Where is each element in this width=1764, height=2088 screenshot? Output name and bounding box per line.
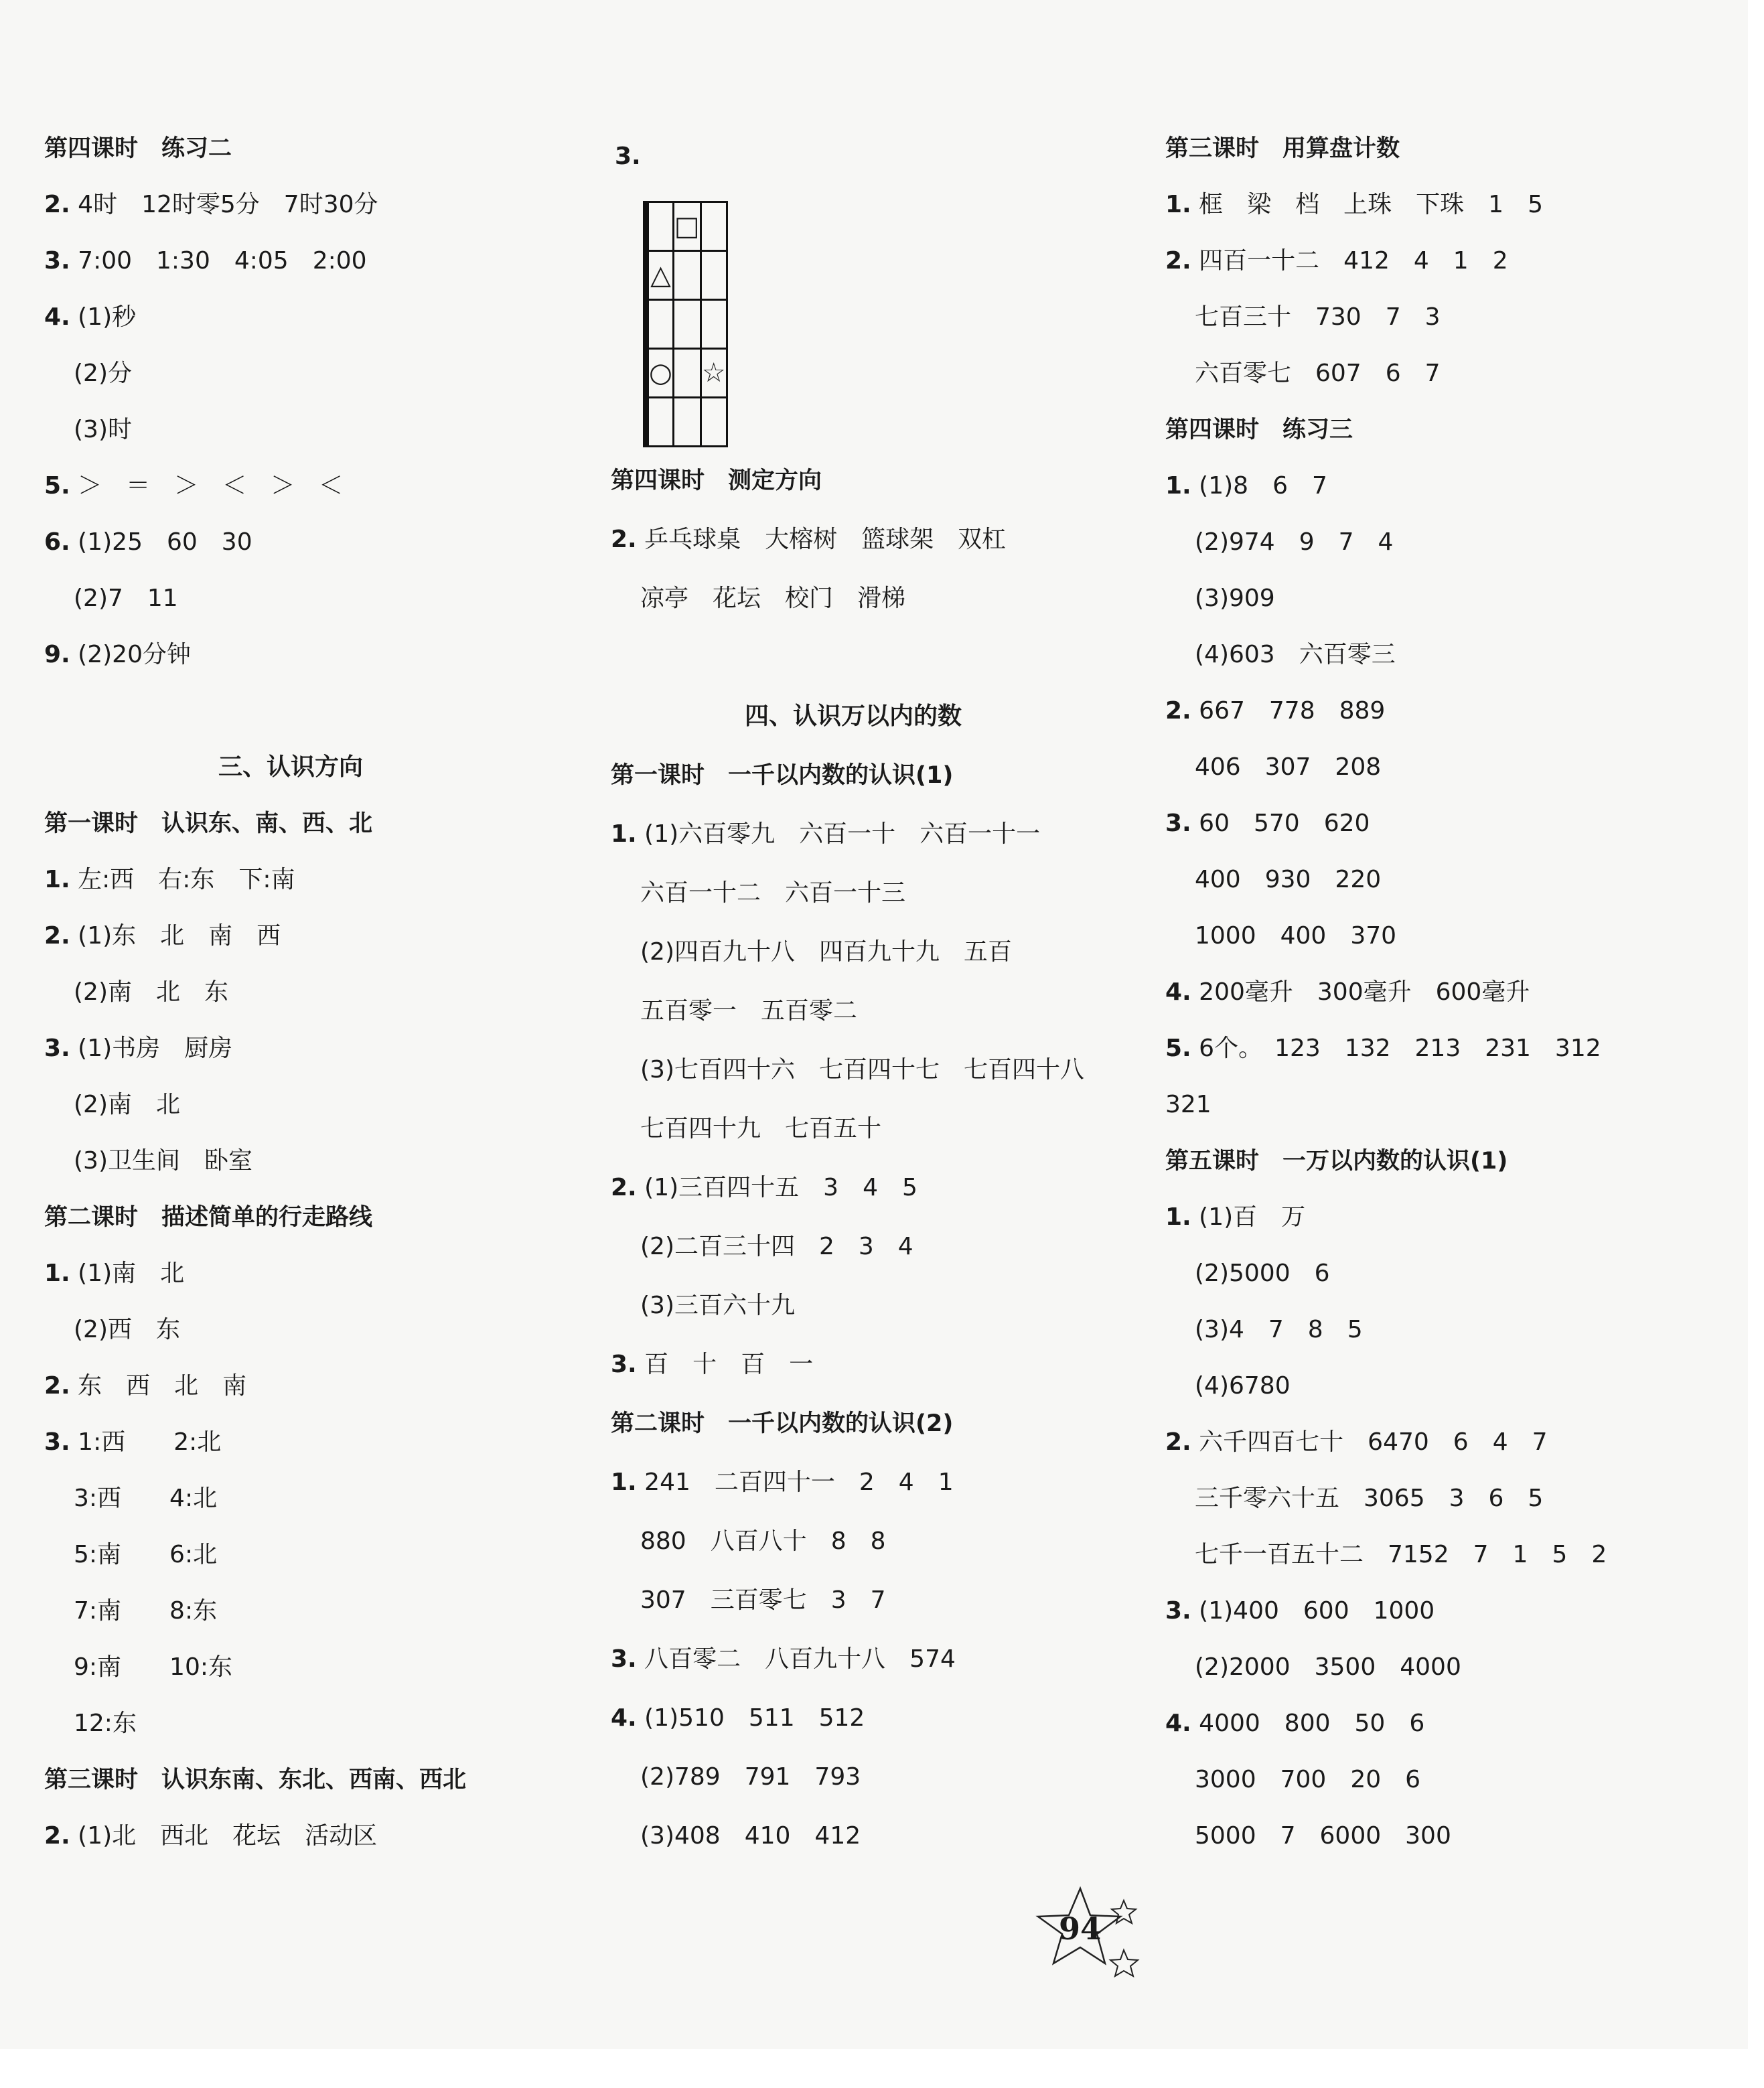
grid-cell: △ [648,251,674,300]
grid-row [644,349,727,398]
question-number: 2. [611,526,637,553]
grid-cell [648,202,674,251]
answer-line [44,865,295,895]
direction-grid [643,201,728,447]
question-number: 1. [1165,191,1191,218]
answer-continuation: 7:南 8:东 [74,1597,218,1625]
answer-text: (1)25 60 30 [70,528,252,556]
answer-line [611,1173,917,1203]
answer-text: 四百一十二 412 4 1 2 [1191,247,1508,275]
section-heading: 第四课时 练习三 [1165,417,1353,443]
answer-text: (1)北 西北 花坛 活动区 [70,1822,378,1850]
grid-cell [648,398,674,447]
answer-text: 八百零二 八百九十八 574 [636,1645,956,1673]
chapter-title: 四、认识万以内的数 [745,702,962,730]
question-number: 5. [44,472,70,500]
answer-text: 左:西 右:东 下:南 [70,866,295,893]
answer-continuation: (4)6780 [1195,1372,1291,1400]
answer-text: (1)秒 [70,303,137,331]
grid-row [644,202,727,251]
answer-text: 东 西 北 南 [70,1372,247,1400]
answer-line [1165,471,1327,501]
answer-text: 60 570 620 [1191,810,1370,837]
section-heading: 第四课时 测定方向 [611,467,822,494]
answer-text: 六千四百七十 6470 6 4 7 [1191,1428,1548,1456]
answer-continuation: (2)974 9 7 4 [1195,528,1394,556]
answer-line [1165,1034,1601,1063]
answer-line [1165,190,1543,220]
question-number: 2. [1165,1428,1191,1456]
answer-line [1165,246,1508,276]
question-number: 1. [44,1260,70,1287]
answer-continuation: (2)7 11 [74,585,178,612]
answer-line [611,1645,956,1674]
answer-continuation: 5:南 6:北 [74,1541,218,1568]
answer-text: (1)510 511 512 [636,1704,865,1732]
answer-text: (1)400 600 1000 [1191,1597,1435,1625]
answer-continuation: 五百零一 五百零二 [640,997,858,1025]
answer-text: (1)东 北 南 西 [70,922,281,950]
answer-continuation: 12:东 [74,1710,137,1737]
answer-line [44,1034,232,1063]
answer-continuation: (2)分 [74,360,132,387]
answer-line [1165,1709,1424,1738]
question-number: 4. [1165,978,1191,1006]
answer-text: (1)百 万 [1191,1203,1306,1231]
answer-continuation: (3)909 [1195,585,1275,612]
grid-cell [673,349,701,398]
answer-continuation: 321 [1165,1091,1211,1118]
question-number: 2. [44,1822,70,1850]
answer-continuation: 5000 7 6000 300 [1195,1822,1451,1850]
question-number: 9. [44,641,70,668]
page-number: 94 [1058,1911,1102,1947]
grid-cell [701,202,727,251]
section-heading: 第三课时 认识东南、东北、西南、西北 [44,1767,467,1793]
answer-continuation: (2)2000 3500 4000 [1195,1653,1461,1681]
answer-continuation: (4)603 六百零三 [1195,641,1396,668]
answer-continuation: 六百零七 607 6 7 [1195,360,1441,387]
answer-continuation: (2)南 北 东 [74,978,228,1006]
answer-line [44,528,252,557]
grid-cell: □ [673,202,701,251]
grid-cell [673,251,701,300]
grid-question-label: 3. [615,143,641,170]
grid-cell [701,398,727,447]
question-number: 3. [611,1351,637,1378]
question-number: 2. [44,922,70,950]
answer-text: (1)8 6 7 [1191,472,1327,500]
section-heading: 第二课时 一千以内数的认识(2) [611,1410,954,1437]
answer-line [1165,696,1385,726]
answer-continuation: 三千零六十五 3065 3 6 5 [1195,1485,1544,1512]
answer-line [44,640,191,670]
question-number: 2. [611,1174,637,1201]
question-number: 1. [1165,472,1191,500]
answer-line [44,1821,377,1851]
answer-continuation: 880 八百八十 8 8 [640,1527,886,1555]
answer-line [611,820,1040,849]
answer-continuation: 七千一百五十二 7152 7 1 5 2 [1195,1541,1607,1568]
page-number-badge [1023,1882,1144,1982]
answer-line [1165,978,1530,1007]
answer-text: (1)六百零九 六百一十 六百一十一 [636,820,1041,848]
answer-line [1165,1203,1305,1232]
question-number: 1. [44,866,70,893]
answer-text: 百 十 百 一 [636,1351,814,1378]
answer-line [611,1704,865,1733]
question-number: 3. [44,247,70,275]
section-heading: 第四课时 练习二 [44,135,232,162]
question-number: 2. [44,191,70,218]
answer-text: 乒乓球桌 大榕树 篮球架 双杠 [636,526,1007,553]
question-number: 2. [44,1372,70,1400]
answer-line [44,1428,221,1457]
grid-cell [648,300,674,349]
section-heading: 第一课时 一千以内数的认识(1) [611,762,954,789]
section-heading: 第二课时 描述简单的行走路线 [44,1204,373,1231]
question-number: 4. [44,303,70,331]
answer-line [44,190,378,220]
answer-line [44,246,367,276]
question-number: 6. [44,528,70,556]
answer-continuation: (2)789 791 793 [640,1763,861,1791]
answer-line [44,1371,246,1401]
answer-text: 667 778 889 [1191,697,1386,725]
answer-continuation: (3)4 7 8 5 [1195,1316,1363,1343]
answer-text: 4时 12时零5分 7时30分 [70,191,378,218]
question-number: 3. [1165,1597,1191,1625]
answer-continuation: 七百四十九 七百五十 [640,1115,882,1142]
answer-continuation: (2)二百三十四 2 3 4 [640,1233,913,1260]
answer-continuation: (2)西 东 [74,1316,180,1343]
grid-row [644,251,727,300]
answer-text: ＞ ＝ ＞ ＜ ＞ ＜ [70,472,344,500]
answer-line [1165,1596,1435,1626]
question-number: 3. [44,1035,70,1062]
answer-text: (1)南 北 [70,1260,185,1287]
grid-cell [673,300,701,349]
question-number: 4. [1165,1710,1191,1737]
answer-continuation: 406 307 208 [1195,753,1382,781]
question-number: 4. [611,1704,637,1732]
answer-continuation: 1000 400 370 [1195,922,1397,950]
answer-line [44,1259,184,1288]
answer-continuation: (3)七百四十六 七百四十七 七百四十八 [640,1056,1084,1084]
answer-line [611,1468,954,1497]
answer-continuation: (3)卫生间 卧室 [74,1147,252,1175]
answer-continuation: 307 三百零七 3 7 [640,1586,886,1614]
answer-line [44,471,343,501]
question-number: 2. [1165,697,1191,725]
answer-continuation: (3)408 410 412 [640,1822,861,1850]
answer-text: (2)20分钟 [70,641,191,668]
answer-text: 框 梁 档 上珠 下珠 1 5 [1191,191,1543,218]
grid-cell [701,300,727,349]
question-number: 5. [1165,1035,1191,1062]
answer-line [44,303,136,332]
grid-cell [701,251,727,300]
answer-text: 6个。 123 132 213 231 312 [1191,1035,1601,1062]
answer-text: 4000 800 50 6 [1191,1710,1425,1737]
answer-text: 7:00 1:30 4:05 2:00 [70,247,367,275]
answer-text: (1)三百四十五 3 4 5 [636,1174,917,1201]
answer-continuation: 3:西 4:北 [74,1485,218,1512]
answer-line [1165,1428,1548,1457]
grid-cell [673,398,701,447]
question-number: 3. [611,1645,637,1673]
answer-continuation: 凉亭 花坛 校门 滑梯 [640,585,906,612]
answer-continuation: 七百三十 730 7 3 [1195,303,1441,331]
answer-text: (1)书房 厨房 [70,1035,233,1062]
grid-cell: ○ [648,349,674,398]
answer-text: 241 二百四十一 2 4 1 [636,1469,954,1496]
answer-text: 1:西 2:北 [70,1428,222,1456]
section-heading: 第五课时 一万以内数的认识(1) [1165,1148,1508,1175]
answer-continuation: 3000 700 20 6 [1195,1766,1421,1793]
answer-continuation: (3)时 [74,416,132,443]
grid-row [644,300,727,349]
section-heading: 第三课时 用算盘计数 [1165,135,1400,162]
answer-line [611,1350,813,1379]
question-number: 3. [1165,810,1191,837]
question-number: 3. [44,1428,70,1456]
section-heading: 第一课时 认识东、南、西、北 [44,810,373,837]
answer-continuation: (2)南 北 [74,1091,180,1118]
chapter-title: 三、认识方向 [218,753,364,781]
question-number: 1. [611,820,637,848]
answer-line [44,921,281,951]
answer-text: 200毫升 300毫升 600毫升 [1191,978,1530,1006]
answer-continuation: (2)5000 6 [1195,1260,1330,1287]
answer-line [611,525,1006,554]
grid-cell: ☆ [701,349,727,398]
question-number: 1. [1165,1203,1191,1231]
answer-line [1165,809,1370,838]
answer-continuation: 9:南 10:东 [74,1653,232,1681]
question-number: 2. [1165,247,1191,275]
grid-row [644,398,727,447]
question-number: 1. [611,1469,637,1496]
answer-continuation: 六百一十二 六百一十三 [640,879,906,907]
answer-continuation: 400 930 220 [1195,866,1382,893]
answer-continuation: (3)三百六十九 [640,1292,795,1319]
answer-continuation: (2)四百九十八 四百九十九 五百 [640,938,1012,966]
